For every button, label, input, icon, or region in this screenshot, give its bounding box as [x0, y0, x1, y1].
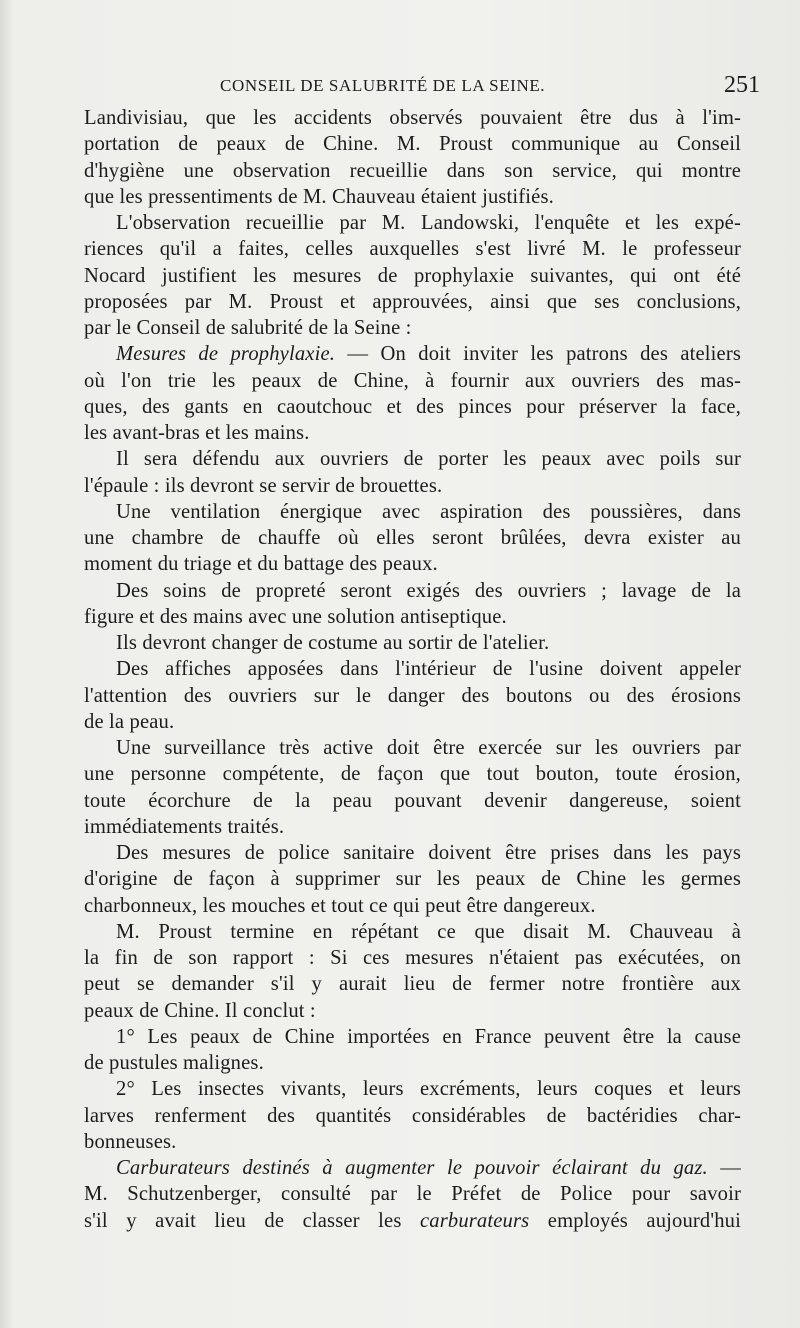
text-line: de la peau. — [84, 710, 175, 733]
text-line: moment du triage et du battage des peaux. — [84, 553, 438, 576]
text-line: par le Conseil de salubrité de la Seine : — [84, 317, 412, 339]
text-line: peut se demander s'il y aurait lieu de fermer notre frontière aux — [84, 973, 741, 996]
text-line: s'il y avait lieu de classer les carburateurs employés aujourd'hui — [84, 1209, 741, 1232]
text-line: Il sera défendu aux ouvriers de porter les peaux avec poils sur — [116, 448, 741, 471]
text-line: d'origine de façon à supprimer sur les peaux de Chine les germes — [84, 868, 741, 891]
text-line: les avant-bras et les mains. — [84, 422, 310, 444]
text-line: peaux de Chine. Il conclut : — [84, 999, 316, 1022]
text-line: que les pressentiments de M. Chauveau étaient justifiés. — [84, 185, 554, 208]
text-line: Carburateurs destinés à augmenter le pouvoir éclairant du gaz. — — [116, 1157, 741, 1179]
text-line: larves renferment des quantités considérables de bactéridies char- — [84, 1104, 741, 1127]
text-line: Mesures de prophylaxie. — On doit inviter les patrons des ateliers — [116, 343, 741, 366]
text-line: Des mesures de police sanitaire doivent être prises dans les pays — [116, 842, 741, 864]
text-line: L'observation recueillie par M. Landowski, l'enquête et les expé- — [116, 212, 741, 234]
text-line: portation de peaux de Chine. M. Proust communique au Conseil — [84, 133, 741, 156]
text-line: l'attention des ouvriers sur le danger des boutons ou des érosions — [84, 684, 741, 707]
text-line: Une ventilation énergique avec aspiration des poussières, dans — [116, 500, 741, 523]
running-title: CONSEIL DE SALUBRITÉ DE LA SEINE. — [220, 76, 546, 95]
text-line: Nocard justifient les mesures de prophylaxie suivantes, qui ont été — [84, 264, 741, 287]
text-line: immédiatements traités. — [84, 815, 285, 838]
text-line: 2° Les insectes vivants, leurs excréments, leurs coques et leurs — [116, 1078, 741, 1101]
text-line: de pustules malignes. — [84, 1052, 264, 1074]
text-line: d'hygiène une observation recueillie dans son service, qui montre — [84, 159, 741, 182]
text-line: ques, des gants en caoutchouc et des pinces pour préserver la face, — [84, 395, 741, 418]
text-line: toute écorchure de la peau pouvant devenir dangereuse, soient — [84, 789, 741, 812]
text-line: figure et des mains avec une solution antiseptique. — [84, 605, 507, 628]
text-line: bonneuses. — [84, 1130, 177, 1153]
section-heading: Carburateurs destinés à augmenter le pouvoir éclairant du gaz. — [116, 1157, 708, 1179]
page-number: 251 — [724, 72, 760, 98]
text-line: où l'on trie les peaux de Chine, à fournir aux ouvriers des mas- — [84, 369, 741, 392]
text-line: 1° Les peaux de Chine importées en France peuvent être la cause — [116, 1025, 741, 1048]
text-line: une chambre de chauffe où elles seront brûlées, devra exister au — [84, 527, 741, 549]
page-header — [220, 72, 760, 102]
text-line: une personne compétente, de façon que tout bouton, toute érosion, — [84, 763, 741, 786]
body-text — [84, 105, 741, 1234]
text-line: Une surveillance très active doit être exercée sur les ouvriers par — [116, 737, 741, 759]
text-line: charbonneux, les mouches et tout ce qui peut être dangereux. — [84, 894, 596, 917]
text-line: M. Schutzenberger, consulté par le Préfet de Police pour savoir — [84, 1183, 741, 1206]
text-line: M. Proust termine en répétant ce que disait M. Chauveau à — [116, 920, 741, 943]
text-line: Des soins de propreté seront exigés des ouvriers ; lavage de la — [116, 579, 741, 602]
section-heading: Mesures de prophylaxie. — [116, 343, 336, 366]
text-line: Des affiches apposées dans l'intérieur de l'usine doivent appeler — [116, 658, 741, 681]
text-line: la fin de son rapport : Si ces mesures n'étaient pas exécutées, on — [84, 947, 741, 969]
text-line: Landivisiau, que les accidents observés pouvaient être dus à l'im- — [84, 107, 741, 129]
text-line: Ils devront changer de costume au sortir de l'atelier. — [116, 632, 550, 654]
text-line: proposées par M. Proust et approuvées, ainsi que ses conclusions, — [84, 290, 741, 313]
text-line: riences qu'il a faites, celles auxquelles s'est livré M. le professeur — [84, 238, 741, 261]
text-line: l'épaule : ils devront se servir de brouettes. — [84, 474, 443, 497]
